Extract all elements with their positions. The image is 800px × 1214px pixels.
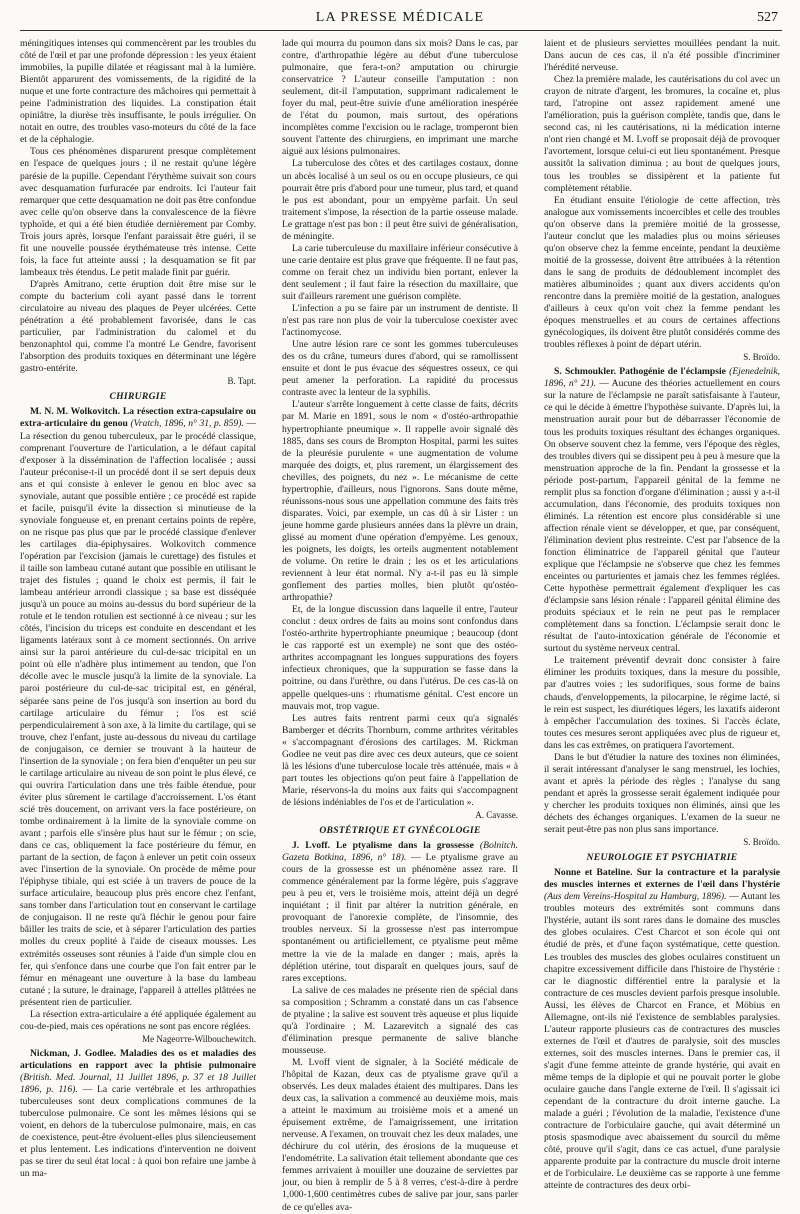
article-reference: (Aus dem Vereins-Hospital zu Hamburg, 1896). xyxy=(544,891,727,903)
paragraph: Et, de la longue discussion dans laquelle il entre, l'auteur conclut : deux ordres de faits au moins sont confondus dans l'ostéo-arthrite hypertrophiante pneumique ; beaucoup (dont le cas rapporté est un exemple) ne sont que des ostéo-arthrites accompagnant les longues suppurations des foyers infectieux chroniques, que la suppuration se fasse dans la poitrine, ou dans l'urèthre, ou dans l'utérus. De ces cas-là on appelle quelques-uns : rhumatisme génital. C'est encore un mauvais mot, trop vague. xyxy=(282,604,518,712)
article-body: — Le ptyalisme grave au cours de la grossesse est un phénomène assez rare. Il commence généralement par la forme légère, puis s'aggrave peu à peu et, vers le troisième mois, atteint déjà un degré inquiétant ; il finit par altérer la nutrition générale, en provoquant de l'anorexie complète, de l'insomnie, des troubles nerveux. Si la grossesse n'est pas interrompue spontanément ou artificiellement, ce ptyalisme peut même mettre la vie de la malade en danger ; mais, après la déplétion utérine, tout disparaît en quelques jours, sauf de rares exceptions. xyxy=(282,852,519,984)
article-reference: (Bolnitch. Gazeta Botkina, 1896, n° 18). xyxy=(282,840,518,864)
article-heading: Nonne et Bateline. Sur la contracture et la paralysie des muscles internes et externes de l'œil dans l'hystérie xyxy=(544,867,780,891)
page-number: 527 xyxy=(757,10,778,25)
article-body: — La résection du genou tuberculeux, par le procédé classique, comprenant l'ouverture de l'articulation, a le défaut capital d'exposer à la dissémination de l'affection localisée ; aussi l'auteur préconise-t-il un procédé dont il se sert depuis deux ans et qui consiste à enlever le genou en bloc avec sa synoviale, autant que possible entière ; ce procédé est rapide et facile, puisqu'il évite la dissection si minutieuse de la synoviale fongueuse et, en prenant certains points de repère, on ne risque pas plus que par le procédé classique d'enlever les cartilages dia-épiphysaires. Wolkovitch commence l'opération par l'excision (jamais le curettage) des fistules et il taille son lambeau cutané autant que possible en utilisant le trajet des fistules ; quand le choix est permis, il fait le lambeau antérieur arrondi classique ; sa base est disséquée jusqu'à un pouce au moins au-dessus du bord supérieur de la rotule et le tendon rotulien est sectionné à ce niveau ; sur les côtés, l'incision du triceps est conduite en descendant et les ligaments latéraux sont à ce moment sectionnés. On arrive ainsi sur la paroi antérieure du cul-de-sac tricipital en un point où elle n'adhère plus intimement au tendon, que l'on décolle avec le muscle jusqu'à la limite de la synoviale. La paroi postérieure du cul-de-sac tricipital est, en général, séparée sans peine de l'os jusqu'à son insertion au bord du cartilage articulaire du fémur ; l'os est scié perpendiculairement à son axe, à la limite du cartilage, qui se trouve, chez l'enfant, juste au-dessous du niveau du cartilage de conjugaison, ce dernier se trouvant à la hauteur de l'insertion de la synoviale ; on fera bien d'enquêter un peu sur le cartilage articulaire au niveau de son point le plus élevé, ce qui ouvrira l'articulation dans une très faible étendue, pour éviter plus sûrement le cartilage d'accroissement. L'os étant scié très doucement, on arrivant vers la face postérieure, on tombe ordinairement à la limite de la synoviale comme on avant ; parfois elle s'insère plus haut sur le fémur ; on scie, dans ce cas, obliquement la face postérieure du fémur, en partant de la section, de façon à enlever un petit coin osseux avec l'insertion de la synoviale. On procède de même pour l'épiphyse tibiale, qui est sciée à un travers de pouce de la surface articulaire, beaucoup plus près encore chez l'enfant, sans tomber dans l'articulation tout en conservant le cartilage de conjugaison. Il ne reste qu'à fléchir le genou pour faire bâiller les traits de scie, et à séparer l'articulation des parties molles du creux poplité à l'aide de ciseaux mousses. Les extrémités osseuses sont réunies à l'aide d'un simple clou en fer, qui s'enfonce dans une courbe que l'on fait entrer par le fémur en ménageant une ouverture à la base du lambeau cutané ; la suture, le drainage, l'appareil à attelles plâtrées ne présentent rien de particulier. xyxy=(20,418,257,1008)
column-3 xyxy=(544,38,780,1192)
signature: B. Tapt. xyxy=(227,376,256,387)
article-heading: M. N. M. Wolkovitch. La résection extra-capsulaire ou extra-articulaire du genou xyxy=(20,406,256,430)
paragraph: lade qui mourra du poumon dans six mois? Dans le cas, par contre, d'arthropathie légère au début d'une tuberculose pulmonaire, que fera-t-on? amputation ou chirurgie conservatrice ? L'auteur conseille l'amputation : non seulement, dit-il l'amputation, supprimant radicalement le foyer du mal, peut-être suivie d'une amélioration inespérée de l'état du poumon, mais surtout, des opérations incomplètes comme l'excision ou le raclage, tromperont bien souvent l'attente des chirurgiens, en imprimant une marche aiguë aux lésions pulmonaires. xyxy=(282,38,518,158)
section-heading-neurologie: NEUROLOGIE ET PSYCHIATRIE xyxy=(586,852,738,864)
paragraph: Tous ces phénomènes disparurent presque complètement en l'espace de quelques jours ; il ne restait qu'une légère parésie de la pupille. Cependant l'érythème suivait son cours avec desquamation furfuracée par endroits. Ici l'auteur fait remarquer que cette desquamation ne doit pas être confondue avec celle qu'on observe dans la convalescence de la fièvre typhoïde, et qui a été bien étudiée dernièrement par Comby. Trois jours après, lorsque l'enfant paraissait être guéri, il se fit une nouvelle poussée érythémateuse très intense. Cette fois, la face fut atteinte aussi ; la desquamation se fit par lambeaux très étendus. Le petit malade finit par guérir. xyxy=(20,146,256,278)
paragraph: Les autres faits rentrent parmi ceux qu'a signalés Bamberger et décrits Thornburn, comme arthrites véritables « s'accompagnant d'érosions des cartilages. M. Rickman Godlee ne veut pas dire avec ces deux auteurs, que ce soient là les lésions d'une tuberculose locale très atténuée, mais « à part toutes les objections qu'on peut faire à l'appellation de Marie, réservons-la du moins aux faits qui s'accompagnent de lésions indéniables de l'os et de l'articulation ». xyxy=(282,712,518,808)
paragraph: M. Lvoff vient de signaler, à la Société médicale de l'hôpital de Kazan, deux cas de ptyalisme grave qu'il a observés. Les deux malades étaient des multipares. Dans les deux cas, la salivation a commencé au deuxième mois, mais a atteint le maximum au troisième mois et a amené un épuisement extrême, de l'amaigrissement, une irritation nerveuse. A l'examen, on trouvait chez les deux malades, une déchirure du col utérin, des érosions de la muqueuse et l'endométrite. La salivation était tellement abondante que ces femmes arrivaient à mouiller une douzaine de serviettes par jour, ou bien à remplir de 5 à 8 verres, c'est-à-dire à perdre 1,000-1,600 centimètres cubes de salive par jour, sans parler de ce qu'elles ava- xyxy=(282,1056,518,1213)
paragraph: L'auteur s'arrête longuement à cette classe de faits, décrits par M. Marie en 1891, sous le nom « d'ostéo-arthropathie hypertrophiante pneumique ». Il rappelle avoir signalé dès 1885, dans ses cours de Brompton Hospital, parmi les suites de la pleurésie purulente « une augmentation de volume marquée des doigts, et, plus rarement, un élargissement des chevilles, des poignets, du nez ». Le mécanisme de cette hypertrophie, d'ailleurs, nous l'ignorons. Sans doute même, réunissons-nous sous une appellation commune des faits très disparates. Voici, par exemple, un cas dû à sir Lister : un jeune homme garde plusieurs années dans la plèvre un drain, glissé au moment d'une opération d'empyème. Les genoux, les poignets, les doigts, les orteils augmentent notablement de volume. On retire le drain ; les os et les articulations reviennent à leur état normal. N'y a-t-il pas eu là simple gonflement des parties molles, bien plutôt qu'ostéo-arthropathie? xyxy=(282,399,518,604)
article-heading: Nickman, J. Godlee. Maladies des os et maladies des articulations en rapport avec la phtisie pulmonaire xyxy=(20,1047,256,1071)
paragraph: Une autre lésion rare ce sont les gommes tuberculeuses des os du crâne, tumeurs dures d'abord, qui se ramollissent ensuite et dont le pus évacue des séquestres osseux, ce qui peut amener la perforation. La rapidité du processus contraste avec la lenteur de la syphilis. xyxy=(282,339,518,399)
signature: S. Broïdo. xyxy=(743,837,780,848)
section-heading-chirurgie: CHIRURGIE xyxy=(109,391,167,403)
paragraph: L'infection a pu se faire par un instrument de dentiste. Il n'est pas rare non plus de voir la tuberculose coexister avec l'actinomycose. xyxy=(282,303,518,339)
article-lvoff xyxy=(282,840,518,985)
article-body: — Aucune des théories actuellement en cours sur la nature de l'éclampsie ne paraît satisfaisante à l'auteur, ce qui le décide à émettre l'hypothèse suivante. D'après lui, la menstruation aurait pour but de débarrasser l'économie de tous les produits toxiques résultant des échanges organiques. On observe souvent chez la femme, vers l'époque des règles, des troubles divers qui se dissipent peu à peu à mesure que la menstruation approche de la fin. Pendant la grossesse et la période post-partum, l'appareil génital de la femme ne remplit plus sa fonction d'organe d'élimination ; aussi y a-t-il accumulation, dans l'économie, des produits toxiques non éliminés. La rétention est encore plus considérable si une affection rénale vient se développer, et que, par conséquent, l'élimination devient plus restreinte. C'est par l'absence de la fonction éliminatrice de l'appareil génital que l'auteur explique que l'éclampsie ne s'observe que chez les femmes enceintes ou parturientes et jamais chez les femmes réglées. Cette hypothèse permettrait également d'expliquer les cas d'éclampsie sans lésion rénale : l'appareil génital élimine des produits spéciaux et le rein ne peut pas le remplacer complètement dans sa fonction. L'éclampsie serait donc le résultat de l'auto-intoxication générale de l'économie et surtout du système nerveux central. xyxy=(544,378,780,655)
journal-title: LA PRESSE MÉDICALE xyxy=(315,10,485,25)
paragraph: D'après Amitrano, cette éruption doit être mise sur le compte du bacterium coli ayant passé dans le torrent circulatoire au niveau des plaques de Peyer ulcérées. Cette pénétration a été probablement favorisée, dans le cas particulier, par l'administration du calomel et du benzonaphtol qui, comme l'a montré Le Gendre, favorisent l'absorption des produits toxiques en déterminant une légère gastro-entérite. xyxy=(20,278,256,375)
paragraph: La tuberculose des côtes et des cartilages costaux, donne un abcès localisé à un seul os ou en occupe plusieurs, ce qui pourrait être pris d'abord pour une tumeur, plus tard, et quand le pus est abondant, pour un empyème parfait. Un seul traitement s'impose, la résection de la partie osseuse malade. Le grattage n'est pas bon : il peut être suivi de généralisation, de méningite. xyxy=(282,158,518,242)
paragraph: La résection extra-articulaire a été appliquée également au cou-de-pied, mais ces opérations ne sont pas encore réglées. xyxy=(20,1008,256,1032)
article-heading: S. Schmoukler. Pathogénie de l'éclampsie xyxy=(554,366,726,378)
paragraph: Le traitement préventif devrait donc consister à faire éliminer les produits toxiques, dans la mesure du possible, par d'autres voies ; les sudorifiques, sous forme de bains chauds, d'enveloppements, la pilocarpine, le régime lacté, si le rein est suspect, les diurétiques légers, les laxatifs aideront à empêcher l'accumulation des toxines. Si l'accès éclate, toutes ces mesures seront appliquées avec plus de rigueur et, dans les cas extrêmes, on pratiquera l'avortement. xyxy=(544,655,780,751)
paragraph: La salive de ces malades ne présente rien de spécial dans sa composition ; Schramm a constaté dans un cas l'absence de ptyaline ; la salive est souvent très aqueuse et plus liquide qu'à l'ordinaire ; M. Lazarevitch a signalé des cas d'élimination presque permanente de salive blanche mousseuse. xyxy=(282,984,518,1056)
page-header xyxy=(0,0,800,30)
article-body: — La carie vertébrale et les arthropathies tuberculeuses sont deux complications communes de la tuberculose pulmonaire. Ce sont les mêmes lésions qui se voient, en dehors de la tuberculose pulmonaire, mais, en cas de coexistence, peut-être évoluent-elles plus silencieusement et plus lentement. Les indications d'intervention ne doivent pas se tirer du seul état local : à quoi bon refaire une jambe à un ma- xyxy=(20,1084,256,1180)
column-1 xyxy=(20,38,257,1180)
column-2 xyxy=(282,38,519,1213)
article-heading: J. Lvoff. Le ptyalisme dans la grossesse xyxy=(292,840,474,852)
article-reference: (British. Med. Journal, 11 Juillet 1896, p. 37 et 18 Juillet 1896, p. 116). xyxy=(20,1071,256,1096)
article-body: — Autant les troubles moteurs des extrémités sont communs dans l'hystérie, autant ils sont rares dans le domaine des muscles des globes oculaires. C'est Charcot et son école qui ont étudié de près, et d'une façon systématique, cette question. Les troubles des muscles des globes oculaires constituent un chapitre excessivement difficile dans l'histoire de l'hystérie : car le diagnostic différentiel entre la paralysie et la contracture de ces muscles devient parfois presque insoluble. Aussi, les élèves de Charcot en France, et Möbius en Allemagne, ont-ils nié l'existence de semblables paralysies. L'auteur rapporte plusieurs cas de contractures des muscles externes de l'œil et d'autres de paralysie, soit des muscles externes, soit des muscles internes. Dans le premier cas, il s'agit d'une femme atteinte de grande hystérie, qui avait en même temps de la diplopie et qui ne pouvait porter le globe oculaire gauche dans l'angle externe de l'œil. Il s'agissait ici cependant de la contracture du droit interne gauche. La malade a guéri ; l'évolution de la maladie, l'existence d'une contracture de l'orbiculaire gauche, qui avait déterminé un ptosis spasmodique avec abaissement du sourcil du même côté, prouve qu'il s'agit, dans ce cas actuel, d'une paralysie apparente produite par la contracture du muscle droit interne et de l'orbiculaire. Le deuxième cas se rapporte à une femme atteinte de contractures des deux orbi- xyxy=(544,891,780,1192)
paragraph: Dans le but d'étudier la nature des toxines non éliminées, il serait intéressant d'analyser le sang menstruel, les lochies, avant et après la période des règles ; l'analyse du sang pendant et après la grossesse serait également indiquée pour y chercher les produits toxiques non éliminés, ainsi que les déchets des échanges organiques. L'examen de la sueur ne serait peut-être pas non plus sans importance. xyxy=(544,751,780,836)
paragraph: La carie tuberculeuse du maxillaire inférieur consécutive à une carie dentaire est plus grave que fréquente. Il ne faut pas, comme on ferait chez un individu bien portant, enlever la dent seulement ; il faut faire la résection du maxillaire, que suit d'ailleurs rarement une guérison complète. xyxy=(282,242,518,302)
paragraph: laient et de plusieurs serviettes mouillées pendant la nuit. Dans aucun de ces cas, il n'a été possible d'incriminer l'hérédité nerveuse. xyxy=(544,38,780,74)
signature: A. Cavasse. xyxy=(475,810,518,820)
article-nickman-godlee xyxy=(20,1048,256,1181)
article-wolkovitch xyxy=(20,406,256,1008)
paragraph: En étudiant ensuite l'étiologie de cette affection, très analogue aux vomissements incoercibles et celle des troubles qu'on observe dans la première moitié de la grossesse, l'auteur conclut que les maladies plus ou moins sérieuses qu'on observe chez la femme enceinte, pendant la deuxième moitié de la grossesse, doivent être attribuées à la rétention dans le sang de produits de dédoublement incomplet des matières albuminoïdes ; quant aux divers accidents qu'on rencontre dans la première moitié de la gestation, analogues d'ailleurs à ceux qu'on voit chez la femme pendant les époques menstruelles et au cours de certaines affections gynécologiques, ils doivent être plutôt considérés comme des troubles réflexes à point de départ utérin. xyxy=(544,194,780,351)
paragraph: Chez la première malade, les cautérisations du col avec un crayon de nitrate d'argent, les bromures, la cocaïne et, plus tard, l'atropine ont assez rapidement amené une l'amélioration, puis la guérison complète, tandis que, dans le second cas, ni les cautérisations, ni la médication interne n'ont rien changé et M. Lvoff se proposait déjà de provoquer l'avortement, lorsque celui-ci eut lieu spontanément. Presque aussitôt la salivation diminua ; au bout de quelques jours, tous les troubles se dissipèrent et la patiente fut complètement rétablie. xyxy=(544,74,780,194)
signature: S. Broïdo. xyxy=(743,352,780,363)
signature: Me Nagеоттe-Wilbouchewitch. xyxy=(142,1033,256,1044)
article-reference: (Vratch, 1896, n° 31, p. 859). xyxy=(130,418,244,430)
section-heading-obstetrique: OBSTÉTRIQUE ET GYNÉCOLOGIE xyxy=(319,825,481,837)
article-schmoukler xyxy=(544,366,780,655)
article-nonne-bateline xyxy=(544,867,780,1192)
paragraph: méningitiques intenses qui commencèrent par les troubles du côté de l'œil et par une profonde dépression : les yeux étaient immobiles, la pupille dilatée et réagissant mal à la lumière. Bientôt apparurent des vomissements, de la rigidité de la nuque et une forte contracture des mâchoires qui permettait à peine l'administration des liquides. La constipation était opiniâtre, la diurèse très insuffisante, le pouls irrégulier. On notait en outre, des troubles vaso-moteurs du côté de la face et de la céphalogie. xyxy=(20,38,256,146)
article-reference: (Ejenedelnik, 1896, n° 21). xyxy=(544,366,780,390)
header-rule xyxy=(20,30,782,31)
